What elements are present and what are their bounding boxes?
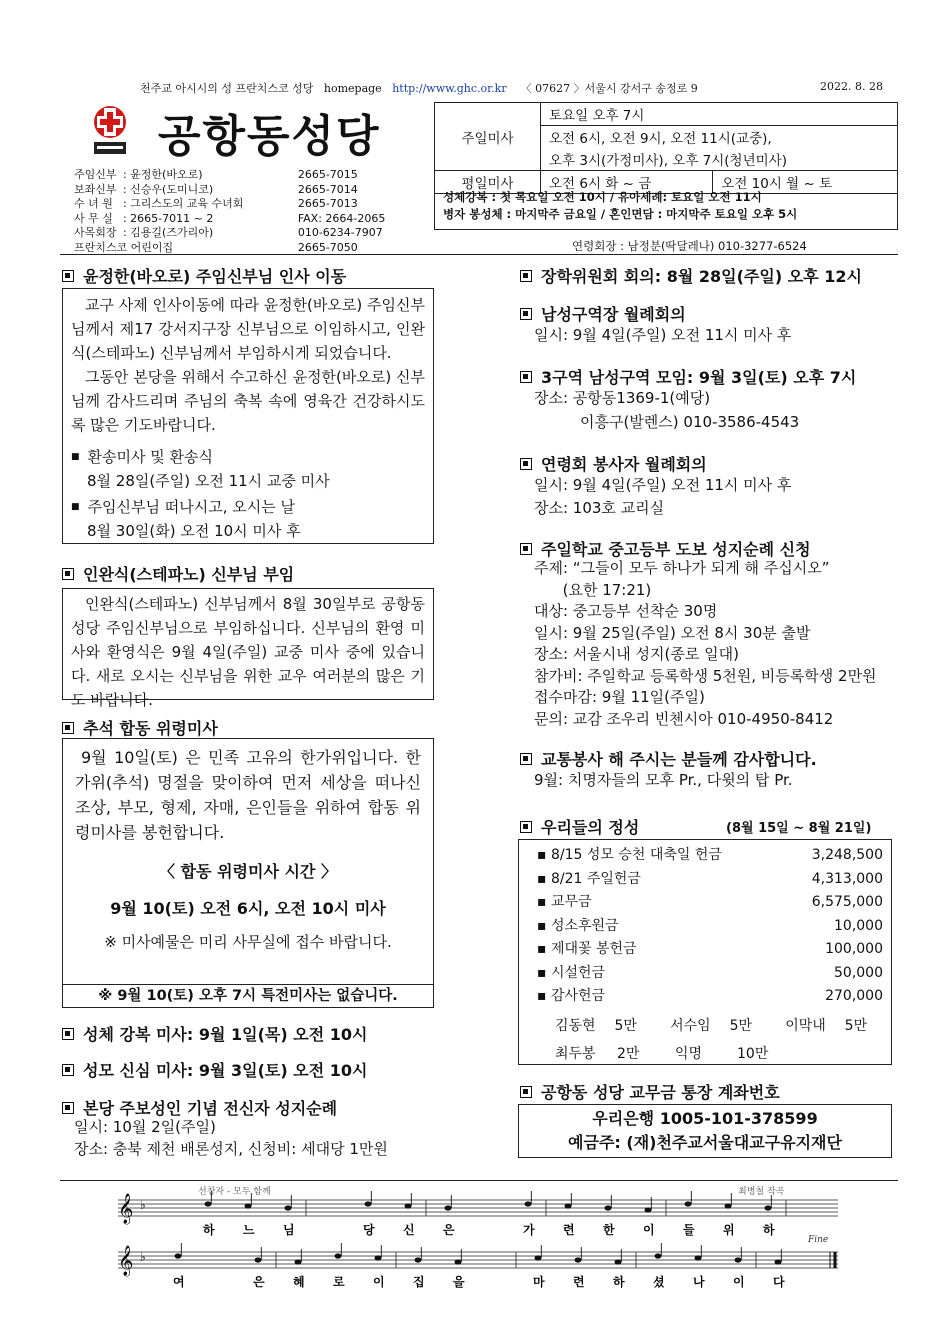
- offering-label: ▪ 성소후원금: [537, 917, 619, 934]
- square-bullet-icon: [520, 270, 532, 282]
- staff-phone: FAX: 2664-2065: [297, 211, 386, 225]
- heading-text: 우리들의 정성: [541, 818, 640, 837]
- info-line: 이흥구(발렌스) 010-3586-4543: [580, 413, 800, 431]
- note-head: [605, 1205, 612, 1210]
- note-head: [445, 1205, 452, 1210]
- homepage-link[interactable]: http://www.ghc.or.kr: [392, 82, 507, 95]
- bullet-text: 8월 30일(화) 오전 10시 미사 후: [87, 522, 301, 540]
- lyric-syllable: 을: [453, 1275, 465, 1289]
- heading-text: 장학위원회 회의: 8월 28일(주일) 오후 12시: [541, 267, 862, 286]
- staff-name: : 윤정한(바오로): [122, 168, 203, 181]
- square-bullet-icon: [520, 821, 532, 833]
- staff-phone: 010-6234-7907: [297, 226, 383, 240]
- section-heading: [520, 815, 639, 838]
- square-bullet-icon: [520, 543, 532, 555]
- section-heading: [62, 1022, 367, 1045]
- offering-amount: 4,313,000: [811, 870, 883, 887]
- offering-label: ▪ 제대꽃 봉헌금: [537, 941, 637, 957]
- homepage-label: homepage: [323, 82, 382, 95]
- donors-row: [537, 1015, 883, 1035]
- donors-row: [537, 1043, 883, 1063]
- bullet-title: 주임신부님 떠나시고, 오시는 날: [87, 498, 295, 516]
- section-heading: [520, 537, 811, 560]
- memorial-mass-time: 9월 10(토) 오전 6시, 오전 10시 미사: [110, 899, 386, 918]
- staff-role: 보좌신부: [74, 182, 117, 196]
- lyric-syllable: 하: [203, 1223, 215, 1237]
- info-line: 문의: 교감 조우리 빈첸시아 010-4950-8412: [534, 709, 834, 728]
- square-bullet-icon: [62, 1064, 74, 1076]
- notice-box: [62, 738, 434, 1008]
- offering-label: ▪ 8/15 성모 승천 대축일 헌금: [537, 847, 722, 863]
- staff-role: 수 녀 원: [74, 197, 113, 211]
- note-head: [535, 1255, 542, 1260]
- offering-row: [537, 891, 883, 915]
- donor-name: 익명: [675, 1045, 703, 1062]
- flat-sign-icon: ♭: [140, 1250, 146, 1264]
- note-head: [575, 1257, 582, 1262]
- note-head: [415, 1257, 422, 1262]
- heading-text: 본당 주보성인 기념 전신자 성지순례: [83, 1099, 338, 1118]
- church-name: 공항동성당: [158, 111, 381, 162]
- section-heading: [520, 452, 707, 475]
- square-bullet-icon: [62, 568, 74, 580]
- heading-text: 교통봉사 해 주시는 분들께 감사합니다.: [541, 750, 817, 769]
- org-name: 천주교 아시시의 성 프란치스코 성당: [140, 82, 314, 95]
- bullet-icon: ■: [71, 452, 80, 462]
- lyric-syllable: 여: [173, 1275, 185, 1289]
- info-line: 일시: 9월 25일(주일) 오전 8시 30분 출발: [534, 623, 811, 642]
- donor-amount: 5만: [614, 1017, 637, 1034]
- info-line: (요한 17:21): [534, 580, 652, 599]
- lyric-syllable: 이: [733, 1275, 745, 1289]
- square-bullet-icon: [520, 1086, 532, 1098]
- info-line: 일시: 9월 4일(주일) 오전 11시 미사 후: [534, 326, 792, 344]
- square-bullet-icon: [62, 270, 74, 282]
- staff-phone: 2665-7050: [297, 240, 358, 254]
- sacraments-info: [434, 186, 898, 230]
- lyric-syllable: 가: [523, 1223, 535, 1237]
- square-bullet-icon: [520, 458, 532, 470]
- info-line: 장소: 서울시내 성지(종로 일대): [534, 645, 739, 663]
- bank-account-number: 우리은행 1005-101-378599: [592, 1109, 818, 1128]
- offerings-box: [518, 839, 892, 1065]
- donor-name: 이막내: [785, 1017, 826, 1034]
- info-line: 9월: 치명자들의 모후 Pr., 다윗의 탑 Pr.: [534, 771, 793, 789]
- heading-text: 연령회 봉사자 월례회의: [541, 455, 707, 474]
- note-head: [175, 1253, 182, 1258]
- heading-text: 윤정한(바오로) 주임신부님 인사 이동: [83, 267, 347, 286]
- staff-row: [74, 168, 394, 183]
- staff-role: 주임신부: [74, 168, 117, 181]
- staff-name: : 김용길(즈가리아): [122, 226, 214, 240]
- note-head: [565, 1203, 572, 1208]
- note-head: [205, 1201, 212, 1206]
- lyric-syllable: 들: [683, 1223, 695, 1237]
- staff-row: [74, 183, 394, 198]
- offering-amount: 50,000: [834, 964, 883, 981]
- pilgrimage-info: [74, 1116, 388, 1160]
- note-head: [775, 1259, 782, 1264]
- notice-paragraph: 교구 사제 인사이동에 따라 윤정한(바오로) 주임신부님께서 제17 강서지구장 신부님으로 이임하시고, 인완식(스테파노) 신부님께서 부임하시게 되었습니다.: [71, 296, 425, 362]
- notice-box: [62, 288, 434, 544]
- info-line: 장소: 충북 제천 배론성지, 신청비: 세대당 1만원: [74, 1140, 388, 1158]
- offering-row: [537, 938, 883, 962]
- square-bullet-icon: [62, 1028, 74, 1040]
- note-head: [405, 1203, 412, 1208]
- pilgrimage-details: [534, 558, 877, 730]
- note-head: [725, 1203, 732, 1208]
- lyric-syllable: 련: [573, 1275, 585, 1289]
- offering-label: ▪ 시설헌금: [537, 964, 606, 981]
- weekday-mass-time-2: 오전 10시 월 ~ 토: [713, 171, 898, 194]
- staff-list: [74, 168, 394, 256]
- offering-row: [537, 844, 883, 868]
- lyric-syllable: 련: [563, 1223, 575, 1237]
- section-heading: [62, 716, 218, 739]
- score-composer: 최병철 작곡: [738, 1187, 785, 1197]
- heading-text: 성모 신심 미사: 9월 3일(토) 오전 10시: [83, 1061, 368, 1080]
- donor-name: 최두봉: [555, 1045, 596, 1062]
- square-bullet-icon: [520, 308, 532, 320]
- offering-row: [537, 985, 883, 1009]
- score-direction: 선창자 - 모두 함께: [198, 1187, 271, 1197]
- heading-text: 주일학교 중고등부 도보 성지순례 신청: [541, 540, 811, 559]
- offering-row: [537, 915, 883, 939]
- heading-text: 남성구역장 월례회의: [541, 305, 686, 324]
- offerings-list: [537, 844, 883, 1009]
- staff-name: : 그리스도의 교육 수녀회: [122, 197, 244, 211]
- offering-amount: 100,000: [825, 941, 883, 957]
- offering-amount: 6,575,000: [811, 894, 883, 910]
- bullet-title: 환송미사 및 환송식: [87, 448, 213, 466]
- note-head: [655, 1253, 662, 1258]
- sunday-mass-time-2: 오전 6시, 오전 9시, 오전 11시(교중),: [541, 126, 898, 149]
- note-head: [365, 1201, 372, 1206]
- info-line: 장소: 공항동1369-1(예당): [534, 389, 711, 407]
- bullet-item: [71, 445, 425, 469]
- no-vigil-mass-note: ※ 9월 10(토) 오후 7시 특전미사는 없습니다.: [62, 984, 434, 1008]
- staff-role: 사목회장: [74, 226, 117, 240]
- treble-clef-icon: 𝄞: [118, 1246, 134, 1276]
- bullet-icon: ■: [71, 502, 80, 512]
- lyric-syllable: 셨: [653, 1275, 665, 1289]
- donor-name: 서수임: [670, 1017, 711, 1034]
- staff-row: [74, 212, 394, 227]
- sunday-mass-time-3: 오후 3시(가정미사), 오후 7시(청년미사): [541, 148, 898, 171]
- lyric-syllable: 이: [643, 1223, 655, 1237]
- note-head: [455, 1259, 462, 1264]
- lyric-syllable: 마: [533, 1275, 545, 1289]
- donor-amount: 5만: [729, 1017, 752, 1034]
- note-head: [335, 1253, 342, 1258]
- note-head: [375, 1255, 382, 1260]
- lyric-syllable: 이: [373, 1275, 385, 1289]
- lyric-syllable: 다: [773, 1275, 785, 1289]
- staff-phone: 2665-7013: [297, 197, 358, 211]
- donor-amount: 10만: [737, 1045, 769, 1062]
- heading-text: 공항동 성당 교무금 통장 계좌번호: [541, 1083, 780, 1102]
- square-bullet-icon: [62, 1102, 74, 1114]
- section-heading: [520, 365, 856, 388]
- note-head: [615, 1259, 622, 1264]
- lyric-syllable: 혜: [293, 1275, 305, 1289]
- notice-paragraph: 9월 10일(토) 은 민족 고유의 한가위입니다. 한가위(추석) 명절을 맞이하여 먼저 세상을 떠나신 조상, 부모, 형제, 자매, 은인들을 위하여 합동 위령미사를 봉헌합니다.: [75, 748, 421, 842]
- bullet-text: 8월 28일(주일) 오전 11시 교중 미사: [87, 472, 330, 490]
- lyric-syllable: 위: [723, 1223, 735, 1237]
- info-line: 주제: “그들이 모두 하나가 되게 해 주십시오”: [534, 559, 830, 577]
- section-heading: [520, 747, 817, 770]
- staff-row: [74, 226, 394, 241]
- header-org: [140, 80, 698, 96]
- section-heading: [62, 1058, 367, 1081]
- flat-sign-icon: ♭: [140, 1198, 146, 1212]
- lyric-syllable: 집: [413, 1275, 425, 1289]
- square-bullet-icon: [520, 371, 532, 383]
- weekday-mass-time-1: 오전 6시 화 ~ 금: [541, 171, 713, 194]
- donor-amount: 2만: [617, 1045, 640, 1062]
- treble-clef-icon: 𝄞: [118, 1194, 134, 1224]
- info-line: 장소: 103호 교리실: [534, 499, 665, 517]
- sunday-mass-label: 주일미사: [435, 103, 541, 171]
- lyric-syllable: 나: [693, 1275, 705, 1289]
- offering-amount: 10,000: [834, 917, 883, 934]
- music-score: [118, 1180, 848, 1290]
- donor-amount: 5만: [844, 1017, 868, 1034]
- staff-name: : 2665-7011 ~ 2: [122, 211, 214, 225]
- offering-label: ▪ 8/21 주일헌금: [537, 870, 641, 887]
- weekday-mass-label: 평일미사: [435, 171, 541, 194]
- fine-mark: Fine: [808, 1235, 829, 1245]
- lyric-syllable: 은: [443, 1223, 455, 1237]
- note-head: [645, 1207, 652, 1212]
- square-bullet-icon: [520, 753, 532, 765]
- offering-period: (8월 15일 ~ 8월 21일): [726, 821, 872, 836]
- section-heading: [62, 264, 346, 287]
- section-heading: [520, 302, 686, 325]
- lyric-syllable: 신: [403, 1223, 415, 1237]
- offering-label: ▪ 감사헌금: [537, 988, 606, 1004]
- offering-row: [537, 868, 883, 892]
- offering-row: [537, 962, 883, 986]
- note-head: [295, 1259, 302, 1264]
- funeral-leader: 연령회장 : 남정분(딱달레나) 010-3277-6524: [572, 239, 807, 253]
- lyric-syllable: 당: [363, 1223, 375, 1237]
- note-head: [255, 1257, 262, 1262]
- section-heading: [62, 562, 294, 585]
- offering-label: ▪ 교무금: [537, 894, 592, 910]
- note-head: [285, 1205, 292, 1210]
- address: 〈 07627 〉서울시 강서구 송정로 9: [520, 82, 698, 95]
- staff-row: [74, 197, 394, 212]
- offering-amount: 270,000: [825, 988, 883, 1004]
- church-logo-icon: [92, 104, 128, 156]
- notice-box: [62, 588, 434, 709]
- note-head: [245, 1203, 252, 1208]
- lyric-syllable: 한: [603, 1223, 615, 1237]
- info-line: 성체강복 : 첫 목요일 오전 10시 / 유아세례: 토요일 오전 11시: [443, 190, 762, 204]
- note-head: [685, 1201, 692, 1206]
- heading-text: 성체 강복 미사: 9월 1일(목) 오전 10시: [83, 1025, 368, 1044]
- sunday-mass-time-1: 토요일 오후 7시: [541, 103, 898, 126]
- heading-text: 3구역 남성구역 모임: 9월 3일(토) 오후 7시: [541, 368, 857, 387]
- lyric-syllable: 님: [283, 1223, 295, 1237]
- notice-paragraph: 인완식(스테파노) 신부님께서 8월 30일부로 공항동 성당 주임신부님으로 부임하십니다. 신부님의 환영 미사와 환영식은 9월 4일(주일) 교중 미사 중에 있습니다. 새로 오시는 신부님을 위한 교우 여러분의 많은 기도 바랍니다.: [71, 595, 425, 709]
- note-head: [695, 1255, 702, 1260]
- info-line: 일시: 9월 4일(주일) 오전 11시 미사 후: [534, 476, 792, 494]
- bullet-item: [71, 495, 425, 519]
- info-line: 대상: 중고등부 선착순 30명: [534, 602, 718, 620]
- info-line: 접수마감: 9월 11일(주일): [534, 688, 705, 706]
- lyric-syllable: 하: [613, 1275, 625, 1289]
- lyric-syllable: 로: [333, 1275, 345, 1289]
- divider: [60, 254, 898, 255]
- staff-role: 프란치스코 어린이집: [74, 240, 174, 254]
- lyric-syllable: 하: [763, 1223, 775, 1237]
- info-line: 병자 봉성체 : 마지막주 금요일 / 혼인면담 : 마지막주 토요일 오후 5시: [443, 207, 798, 221]
- note-head: [525, 1201, 532, 1206]
- mass-times-table: [434, 102, 898, 194]
- note-head: [765, 1205, 772, 1210]
- donor-name: 김동현: [555, 1017, 596, 1034]
- staff-name: : 신승우(도미니코): [122, 182, 214, 196]
- note-head: [735, 1257, 742, 1262]
- bank-account-box: [518, 1104, 892, 1158]
- bulletin-date: 2022. 8. 28: [820, 80, 883, 93]
- heading-text: 추석 합동 위령미사: [83, 719, 218, 738]
- offering-amount: 3,248,500: [811, 847, 883, 863]
- sub-heading: 〈 합동 위령미사 시간 〉: [159, 862, 337, 881]
- heading-text: 인완식(스테파노) 신부님 부임: [83, 565, 295, 584]
- staff-phone: 2665-7014: [297, 182, 358, 196]
- staff-phone: 2665-7015: [297, 168, 358, 181]
- notice-paragraph: 그동안 본당을 위해서 수고하신 윤정한(바오로) 신부님께 감사드리며 주님의 축복 속에 영육간 건강하시도록 많은 기도바랍니다.: [71, 368, 425, 434]
- square-bullet-icon: [62, 722, 74, 734]
- lyric-syllable: 느: [243, 1223, 255, 1237]
- account-holder: 예금주: (재)천주교서울대교구유지재단: [568, 1133, 842, 1152]
- info-line: 참가비: 주일학교 등록학생 5천원, 비등록학생 2만원: [534, 666, 877, 685]
- info-line: 일시: 10월 2일(주일): [74, 1118, 216, 1136]
- section-heading: [520, 1080, 780, 1103]
- lyric-syllable: 은: [253, 1275, 265, 1289]
- staff-role: 사 무 실: [74, 211, 113, 225]
- section-heading: [520, 264, 862, 287]
- note-text: ※ 미사예물은 미리 사무실에 접수 바랍니다.: [104, 933, 392, 951]
